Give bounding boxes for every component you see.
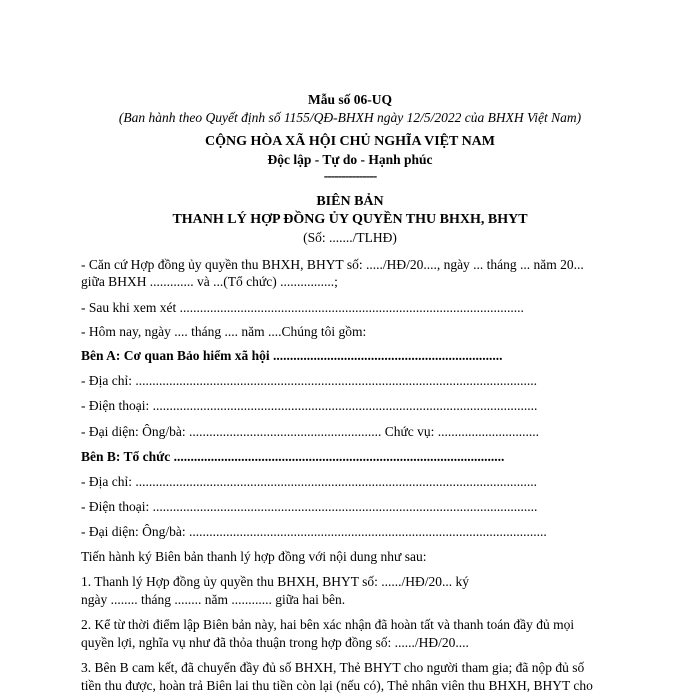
item-1-line-2: ngày ........ tháng ........ năm ............ giữa hai bên. bbox=[81, 592, 346, 607]
proceed-line: Tiến hành ký Biên bản thanh lý hợp đồng với nội dung như sau: bbox=[81, 549, 427, 564]
item-3-line-2: tiền thu được, hoàn trả Biên lai thu tiền còn lại (nếu có), Thẻ nhân viên thu BHXH, BHYT cho bbox=[81, 678, 593, 693]
party-a-heading: Bên A: Cơ quan Bảo hiểm xã hội .................................................................... bbox=[81, 348, 503, 363]
motto: Độc lập - Tự do - Hạnh phúc bbox=[267, 152, 433, 167]
review-line: - Sau khi xem xét ...................................................................................................... bbox=[81, 300, 524, 315]
party-a-phone: - Điện thoại: .................................................................................................................. bbox=[81, 398, 538, 413]
form-code: Mẫu số 06-UQ bbox=[308, 92, 392, 107]
document-subtitle: THANH LÝ HỢP ĐỒNG ỦY QUYỀN THU BHXH, BHYT bbox=[172, 212, 528, 227]
item-2-line-1: 2. Kể từ thời điểm lập Biên bản này, hai bên xác nhận đã hoàn tất và thanh toán đầy đủ mọi bbox=[81, 617, 575, 632]
today-line: - Hôm nay, ngày .... tháng .... năm ....Chúng tôi gồm: bbox=[81, 324, 367, 339]
document-number: (Số: ......./TLHĐ) bbox=[303, 230, 397, 245]
item-3-line-1: 3. Bên B cam kết, đã chuyển đầy đủ số BHXH, Thẻ BHYT cho người tham gia; đã nộp đủ số bbox=[81, 660, 585, 675]
item-2-line-2: quyền lợi, nghĩa vụ như đã thỏa thuận trong hợp đồng số: ....../HĐ/20.... bbox=[81, 635, 469, 650]
party-b-phone: - Điện thoại: .................................................................................................................. bbox=[81, 499, 538, 514]
issued-by-note: (Ban hành theo Quyết định số 1155/QĐ-BHXH ngày 12/5/2022 của BHXH Việt Nam) bbox=[118, 110, 582, 125]
party-a-address: - Địa chỉ: ....................................................................................................................... bbox=[81, 373, 537, 388]
party-b-address: - Địa chỉ: ....................................................................................................................... bbox=[81, 474, 537, 489]
party-b-heading: Bên B: Tổ chức .................................................................................................. bbox=[81, 449, 505, 464]
basis-line-1: - Căn cứ Hợp đồng ủy quyền thu BHXH, BHYT số: ...../HĐ/20...., ngày ... tháng ... năm 20... bbox=[81, 257, 584, 272]
document-title: BIÊN BẢN bbox=[316, 194, 384, 209]
nation-heading: CỘNG HÒA XÃ HỘI CHỦ NGHĨA VIỆT NAM bbox=[204, 134, 495, 149]
party-b-representative: - Đại diện: Ông/bà: .......................................................................................................... bbox=[81, 524, 547, 539]
motto-rule: --------------- bbox=[323, 168, 377, 183]
basis-line-2: giữa BHXH ............. và ...(Tổ chức) ................; bbox=[81, 274, 338, 289]
party-a-representative: - Đại diện: Ông/bà: ......................................................... Chức vụ: .............................. bbox=[81, 424, 540, 439]
item-1-line-1: 1. Thanh lý Hợp đồng ủy quyền thu BHXH, BHYT số: ....../HĐ/20... ký bbox=[81, 574, 470, 589]
